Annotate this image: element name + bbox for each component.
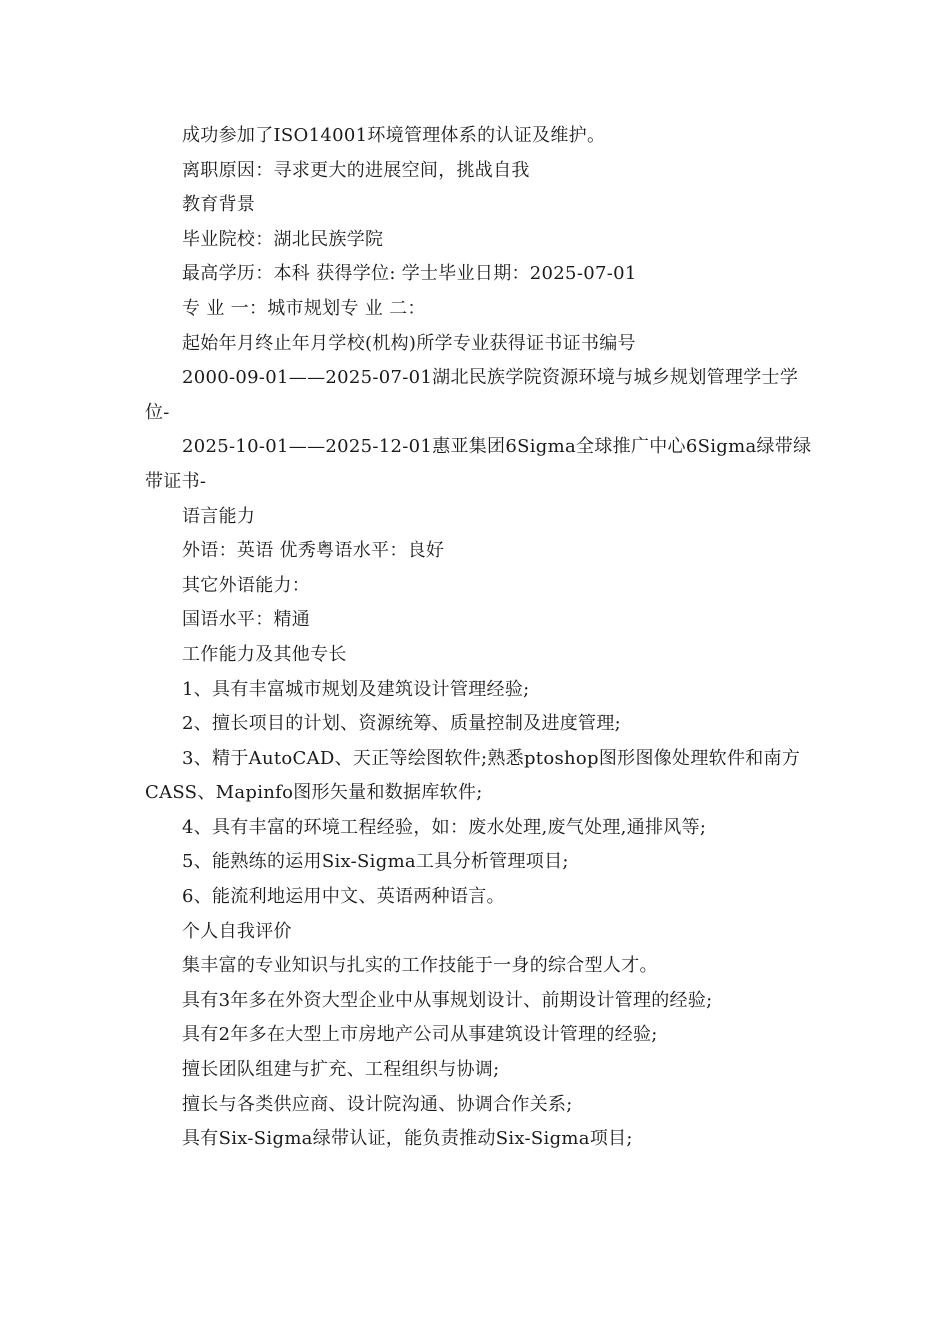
text-line: 4、具有丰富的环境工程经验，如：废水处理,废气处理,通排风等; xyxy=(182,816,707,838)
text-line: 具有3年多在外资大型企业中从事规划设计、前期设计管理的经验; xyxy=(182,989,713,1011)
text-line: 2、擅长项目的计划、资源统筹、质量控制及进度管理; xyxy=(182,713,622,735)
document-body xyxy=(145,119,810,1157)
text-line: 工作能力及其他专长 xyxy=(182,643,347,665)
text-line: 1、具有丰富城市规划及建筑设计管理经验; xyxy=(182,678,530,700)
text-line: 其它外语能力： xyxy=(182,574,311,596)
text-line: 2000-09-01——2025-07-01湖北民族学院资源环境与城乡规划管理学士学 xyxy=(182,367,799,389)
text-line: 国语水平：精通 xyxy=(182,609,311,631)
text-line: 个人自我评价 xyxy=(182,920,292,942)
text-line: 最高学历：本科 获得学位: 学士毕业日期：2025-07-01 xyxy=(182,263,637,285)
text-line: 集丰富的专业知识与扎实的工作技能于一身的综合型人才。 xyxy=(182,955,658,977)
text-line: 专 业 一：城市规划专 业 二： xyxy=(182,297,426,319)
text-line: 具有Six-Sigma绿带认证，能负责推动Six-Sigma项目; xyxy=(182,1128,633,1150)
text-line: 成功参加了ISO14001环境管理体系的认证及维护。 xyxy=(182,125,606,146)
text-line: 具有2年多在大型上市房地产公司从事建筑设计管理的经验; xyxy=(182,1024,658,1046)
text-line: 擅长团队组建与扩充、工程组织与协调; xyxy=(182,1059,500,1081)
text-line: 位- xyxy=(145,401,170,423)
text-line: 带证书- xyxy=(145,470,207,492)
text-line: 教育背景 xyxy=(182,194,256,216)
text-line: 毕业院校：湖北民族学院 xyxy=(182,228,384,250)
text-line: CASS、Mapinfo图形矢量和数据库软件; xyxy=(145,782,483,804)
text-line: 2025-10-01——2025-12-01惠亚集团6Sigma全球推广中心6Sigma绿带绿 xyxy=(182,436,812,458)
text-line: 语言能力 xyxy=(182,505,256,527)
text-line: 离职原因：寻求更大的进展空间，挑战自我 xyxy=(182,159,530,181)
text-line: 起始年月终止年月学校(机构)所学专业获得证书证书编号 xyxy=(182,332,636,354)
text-line: 擅长与各类供应商、设计院沟通、协调合作关系; xyxy=(182,1093,573,1115)
text-line: 6、能流利地运用中文、英语两种语言。 xyxy=(182,886,505,908)
text-line: 5、能熟练的运用Six-Sigma工具分析管理项目; xyxy=(182,851,569,873)
text-line: 外语：英语 优秀粤语水平：良好 xyxy=(182,540,445,562)
text-line: 3、精于AutoCAD、天正等绘图软件;熟悉ptoshop图形图像处理软件和南方 xyxy=(182,747,801,769)
